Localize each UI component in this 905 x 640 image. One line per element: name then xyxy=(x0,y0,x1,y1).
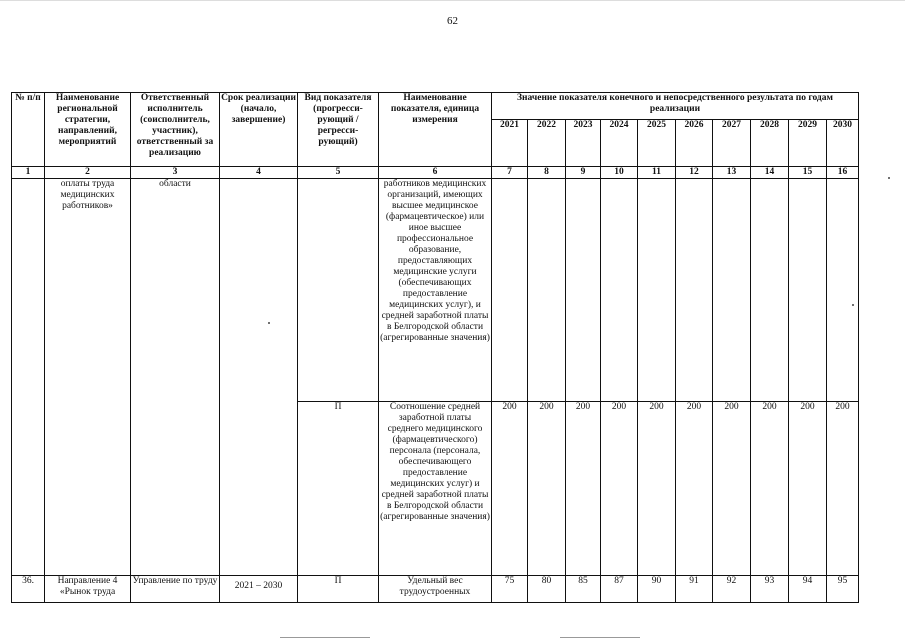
value-cell: 200 xyxy=(601,402,638,576)
column-number: 3 xyxy=(131,167,220,179)
strategy-name: Направление 4 «Рынок труда xyxy=(45,576,131,603)
column-number: 1 xyxy=(12,167,45,179)
column-number: 8 xyxy=(528,167,566,179)
column-number: 9 xyxy=(566,167,601,179)
column-number: 6 xyxy=(379,167,492,179)
value-cell xyxy=(492,179,528,402)
value-cell xyxy=(713,179,751,402)
row-number xyxy=(12,179,45,576)
value-cell: 200 xyxy=(528,402,566,576)
column-number: 11 xyxy=(638,167,676,179)
scan-edge-bottom xyxy=(560,637,640,638)
value-cell xyxy=(528,179,566,402)
column-number: 4 xyxy=(220,167,298,179)
value-cell xyxy=(566,179,601,402)
header-indicator-kind: Вид показателя (прогресси-рующий / регресси-рующий) xyxy=(298,93,379,167)
header-year: 2030 xyxy=(827,120,859,167)
implementation-period xyxy=(220,179,298,576)
value-cell: 200 xyxy=(751,402,789,576)
scan-edge-bottom xyxy=(280,637,370,638)
value-cell xyxy=(789,179,827,402)
header-year: 2029 xyxy=(789,120,827,167)
header-period: Срок реализации (начало, завершение) xyxy=(220,93,298,167)
indicators-table xyxy=(11,92,859,603)
value-cell: 95 xyxy=(827,576,859,603)
value-cell: 93 xyxy=(751,576,789,603)
header-year: 2028 xyxy=(751,120,789,167)
value-cell: 91 xyxy=(676,576,713,603)
scan-speck xyxy=(268,322,270,324)
value-cell: 85 xyxy=(566,576,601,603)
column-number: 2 xyxy=(45,167,131,179)
value-cell: 200 xyxy=(713,402,751,576)
header-year: 2022 xyxy=(528,120,566,167)
value-cell: 200 xyxy=(566,402,601,576)
responsible-executor: области xyxy=(131,179,220,576)
column-number: 13 xyxy=(713,167,751,179)
indicator-name: Удельный вес трудоустроенных xyxy=(379,576,492,603)
value-cell: 200 xyxy=(827,402,859,576)
scan-edge-top xyxy=(0,0,905,1)
value-cell xyxy=(638,179,676,402)
header-year: 2021 xyxy=(492,120,528,167)
value-cell: 92 xyxy=(713,576,751,603)
header-year: 2023 xyxy=(566,120,601,167)
column-number: 10 xyxy=(601,167,638,179)
value-cell: 200 xyxy=(676,402,713,576)
column-numbers-row xyxy=(12,167,859,179)
page-number: 62 xyxy=(447,15,458,27)
header-values-group: Значение показателя конечного и непосредственного результата по годам реализации xyxy=(492,93,859,120)
value-cell xyxy=(676,179,713,402)
table-row xyxy=(12,576,859,603)
column-number: 14 xyxy=(751,167,789,179)
indicator-kind xyxy=(298,179,379,402)
header-indicator-name: Наименование показателя, единица измерения xyxy=(379,93,492,167)
header-year: 2024 xyxy=(601,120,638,167)
responsible-executor: Управление по труду xyxy=(131,576,220,603)
value-cell: 90 xyxy=(638,576,676,603)
scan-speck xyxy=(888,177,890,179)
implementation-period: 2021 – 2030 xyxy=(220,576,298,603)
indicator-name: Соотношение средней заработной платы среднего медицинского (фармацевтического) персонала (персонала, обеспечивающего предоставление медицинских услуг) и средней заработной платы в Белгородской области (агрегированные значения) xyxy=(379,402,492,576)
header-year: 2027 xyxy=(713,120,751,167)
header-responsible: Ответственный исполнитель (соисполнитель, участник), ответственный за реализацию xyxy=(131,93,220,167)
indicator-kind: П xyxy=(298,402,379,576)
value-cell: 94 xyxy=(789,576,827,603)
value-cell xyxy=(751,179,789,402)
value-cell xyxy=(601,179,638,402)
value-cell: 75 xyxy=(492,576,528,603)
column-number: 15 xyxy=(789,167,827,179)
value-cell: 200 xyxy=(789,402,827,576)
column-number: 16 xyxy=(827,167,859,179)
value-cell: 87 xyxy=(601,576,638,603)
scan-speck xyxy=(852,304,854,306)
value-cell: 200 xyxy=(638,402,676,576)
column-number: 5 xyxy=(298,167,379,179)
header-row xyxy=(12,93,859,120)
header-year: 2025 xyxy=(638,120,676,167)
column-number: 12 xyxy=(676,167,713,179)
strategy-name: оплаты труда медицинских работников» xyxy=(45,179,131,576)
header-number: № п/п xyxy=(12,93,45,167)
column-number: 7 xyxy=(492,167,528,179)
indicator-name: работников медицинских организаций, имеющих высшее медицинское (фармацевтическое) или иное высшее профессиональное образование, предоставляющих медицинские услуги (обеспечивающих предоставление медицинских услуг), и средней заработной платы в Белгородской области (агрегированные значения) xyxy=(379,179,492,402)
row-number: 36. xyxy=(12,576,45,603)
value-cell xyxy=(827,179,859,402)
value-cell: 80 xyxy=(528,576,566,603)
header-strategy-name: Наименование региональной стратегии, направлений, мероприятий xyxy=(45,93,131,167)
table-row xyxy=(12,179,859,402)
indicator-kind: П xyxy=(298,576,379,603)
value-cell: 200 xyxy=(492,402,528,576)
header-year: 2026 xyxy=(676,120,713,167)
